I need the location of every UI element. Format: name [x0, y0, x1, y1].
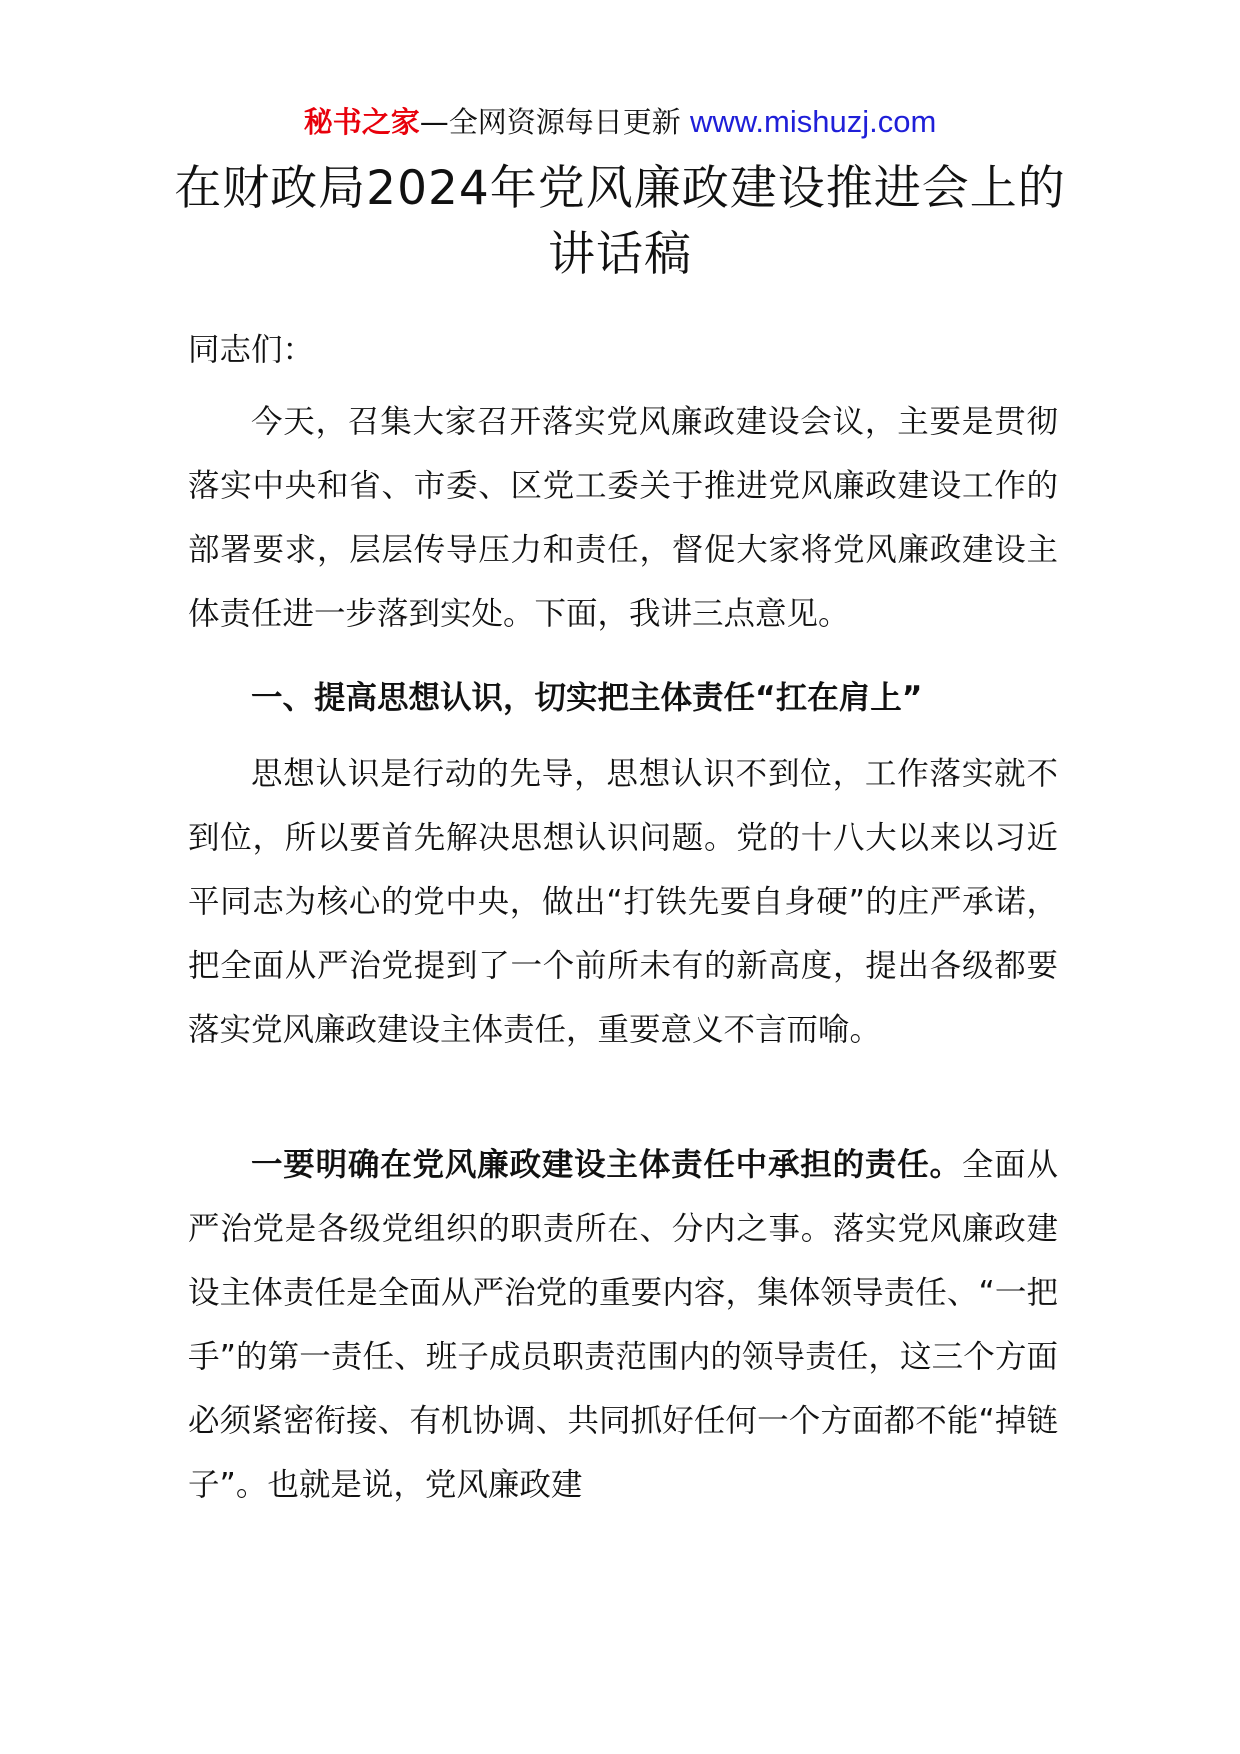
paragraph-3 [188, 1133, 1058, 1517]
site-url-link[interactable]: www.mishuzj.com [689, 104, 937, 139]
paragraph-2: 思想认识是行动的先导，思想认识不到位，工作落实就不到位，所以要首先解决思想认识问题。党的十八大以来以习近平同志为核心的党中央，做出“打铁先要自身硬”的庄严承诺，把全面从严治党提到了一个前所未有的新高度，提出各级都要落实党风廉政建设主体责任，重要意义不言而喻。 [188, 756, 1058, 1048]
title-line-2: 讲话稿 [548, 227, 692, 282]
paragraph-3-lead: 一要明确在党风廉政建设主体责任中承担的责任。 [251, 1147, 962, 1183]
title-line-1: 在财政局2024年党风廉政建设推进会上的 [174, 161, 1066, 216]
brand-name: 秘书之家 [303, 105, 420, 139]
header-tagline: —全网资源每日更新 [419, 105, 681, 139]
paragraph-1: 今天，召集大家召开落实党风廉政建设会议，主要是贯彻落实中央和省、市委、区党工委关于推进党风廉政建设工作的部署要求，层层传导压力和责任，督促大家将党风廉政建设主体责任进一步落到实处。下面，我讲三点意见。 [188, 404, 1058, 632]
header-banner [0, 100, 1240, 144]
document-title [120, 156, 1120, 288]
greeting: 同志们： [188, 332, 315, 368]
paragraph-3-body: 全面从严治党是各级党组织的职责所在、分内之事。落实党风廉政建设主体责任是全面从严治党的重要内容，集体领导责任、“一把手”的第一责任、班子成员职责范围内的领导责任，这三个方面必须紧密衔接、有机协调、共同抓好任何一个方面都不能“掉链子”。也就是说，党风廉政建 [188, 1147, 1058, 1503]
section-heading-1: 一、提高思想认识，切实把主体责任“扛在肩上” [251, 680, 923, 716]
